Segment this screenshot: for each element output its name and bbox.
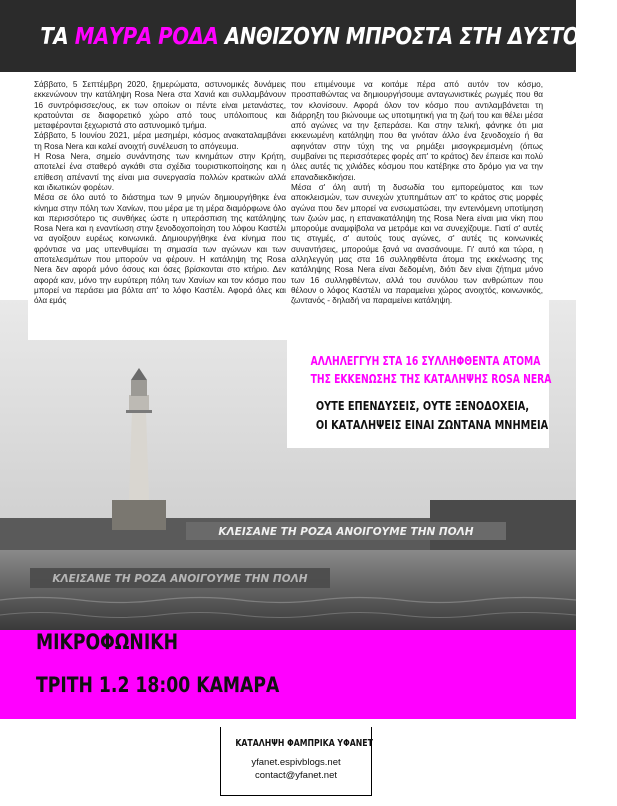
solidarity-line1: ΑΛΛΗΛΕΓΓΥΗ ΣΤΑ 16 ΣΥΛΛΗΦΘΕΝΤΑ ΑΤΟΜΑ (310, 353, 541, 368)
paragraph: Μέσα σε όλο αυτό το διάστημα των 9 μηνών δημιουργήθηκε ένα κίνημα στην πόλη των Χανίων, που μέρα με τη μέρα διαμόρφωνε όλο και περισσότερο τις συνθήκες ώστε η υπεράσπιση της κατάληψης Rosa Nera και η εναντίωση στην ξενοδοχοποίηση του λόφου Καστέλι να αγοίξουν ευρέως κοινωνικά. Δημιουργήθηκε ένα κίνημα που φρόντισε να μας υπενθυμίσει τη σημασία των αγώνων και των αποτελεσμάτων που μπορούν να φέρουν. Η κατάληψη της Rosa Nera δεν αφορά μόνο όσους και όσες βρίσκονται στο κτήριο. Δεν αφορά καν, μόνο την ευρύτερη πόλη των Χανίων και τον κόσμο που μπορεί να περάσει μια βόλτα απ' το λόφο Καστέλι. Αφορά όλες και όλα εμάς (34, 193, 286, 306)
title-accent: ΜΑΥΡΑ ΡΟΔΑ (74, 24, 219, 50)
left-column-text (34, 80, 286, 307)
paragraph: Σάββατο, 5 Ιουνίου 2021, μέρα μεσημέρι, κόσμος ανακαταλαμβάνει τη Rosa Nera και καλεί ανοιχτή συνέλευση το απόγευμα. (34, 131, 286, 151)
footer-blog-link[interactable]: yfanet.espivblogs.net (251, 757, 341, 768)
solidarity-headline (310, 352, 552, 388)
event-name: ΜΙΚΡΟΦΩΝΙΚΗ (36, 630, 179, 654)
page-title (40, 24, 617, 50)
slogan-line2: ΟΙ ΚΑΤΑΛΗΨΕΙΣ ΕΙΝΑΙ ΖΩΝΤΑΝΑ ΜΝΗΜΕΙΑ (315, 417, 549, 432)
solidarity-line2: ΤΗΣ ΕΚΚΕΝΩΣΗΣ ΤΗΣ ΚΑΤΑΛΗΨΗΣ ROSA NERA (310, 371, 552, 386)
paragraph: που επιμένουμε να κοιτάμε πέρα από αυτόν τον κόσμο, προσπαθώντας να δημιουργήσουμε ανταγωνιστικές ρωγμές που θα τον κλονίσουν. Αφορά όλον τον κόσμο που αντιλαμβάνεται τη διάρρηξη του βιώνουμε ως υποτιμητική για τη ζωή του και θέλει μέσα από αγώνες να την ξεπεράσει. Και στην τελική, φάνηκε ότι μια εκκενωμένη κατάληψη που θα γινόταν άλλο ένα ξενοδοχείο ή θα αφηνόταν στην τύχη της να ρημάξει μισογκρεμισμένη (όπως συμβαίνει τις περισσότερες φορές απ' το κράτος) δεν έπεισε και πολύ όλες αυτές τις χιλιάδες κόσμου που κατέβηκε στο δρόμο για να την επαναδιεκδικήσει. (291, 80, 543, 182)
paragraph: Μέσα σ' όλη αυτή τη δυσωδία του εμπορεύματος και των αποκλεισμών, των συνεχών χτυπημάτων απ' το κράτος στις μορφές αγώνα που δεν μπορεί να ενσωματώσει, την εντεινόμενη υποτίμηση των ζωών μας, η επανακατάληψη της Rosa Nera είναι μια νίκη που μπορούμε αναμφίβολα να μετράμε και να συνεχίζουμε. Γιατί σ' αυτές τις στιγμές, σ' αυτούς τους αγώνες, σ' αυτές τις κοινωνικές συναντήσεις, μπορούμε ξανά να ανασάνουμε. Γι' αυτό και τώρα, η αλληλεγγύη μας στα 16 συλληφθέντα άτομα της εκκένωσης της κατάληψης Rosa Nera είναι δεδομένη, διότι δεν είναι ζήτημα μόνο των 16 συλληφθέντων, αλλά του συνόλου των ανθρώπων που θέλουν ο λόφος Καστέλι να παραμείνει χώρος ανοιχτός, κοινωνικός, ζωντανός - δηλαδή να παραμείνει κατάληψη. (291, 182, 543, 306)
banner-text: ΚΛΕΙΣΑΝΕ ΤΗ ΡΟΖΑ ΑΝΟΙΓΟΥΜΕ ΤΗΝ ΠΟΛΗ (218, 526, 474, 538)
paragraph: Η Rosa Nera, σημείο συνάντησης των κινημάτων στην Κρήτη, αποτελεί ένα σταθερό αγκάθι στα σχέδια τουριστικοποίησης και η επίθεση απέναντί της είναι μια συνεργασία πολλών κρατικών αλλά και ιδιωτικών φορέων. (34, 152, 286, 192)
paragraph: Σάββατο, 5 Σεπτέμβρη 2020, ξημερώματα, αστυνομικές δυνάμεις εκκενώνουν την κατάληψη Rosa Nera στα Χανιά και συλλαμβάνουν 16 συντρόφισσες/ους, εκ των οποίων οι πέντε είναι μετανάστες, κρατούνται σε διαφορετικό χώρο από τους υπόλοιπους και μεταφέρονται ξεχωριστά στο αστυνομικό τμήμα. (34, 80, 286, 131)
slogan-line1: ΟΥΤΕ ΕΠΕΝΔΥΣΕΙΣ, ΟΥΤΕ ΞΕΝΟΔΟΧΕΙΑ, (315, 398, 530, 413)
slogan (315, 396, 549, 434)
title-part1: ΤΑ (40, 24, 69, 50)
event-time-place: ΤΡΙΤΗ 1.2 18:00 ΚΑΜΑΡΑ (36, 673, 280, 697)
right-column-text (291, 80, 543, 307)
footer-email-link[interactable]: contact@yfanet.net (255, 770, 337, 781)
banner-reflection-text: ΚΛΕΙΣΑΝΕ ΤΗ ΡΟΖΑ ΑΝΟΙΓΟΥΜΕ ΤΗΝ ΠΟΛΗ (52, 573, 308, 585)
footer-org-name: ΚΑΤΑΛΗΨΗ ΦΑΜΠΡΙΚΑ ΥΦΑΝΕΤ (235, 738, 373, 749)
title-part2: ΑΝΘΙΖΟΥΝ ΜΠΡΟΣΤΑ ΣΤΗ ΔΥΣΤΟΠΙΑ (224, 24, 617, 50)
